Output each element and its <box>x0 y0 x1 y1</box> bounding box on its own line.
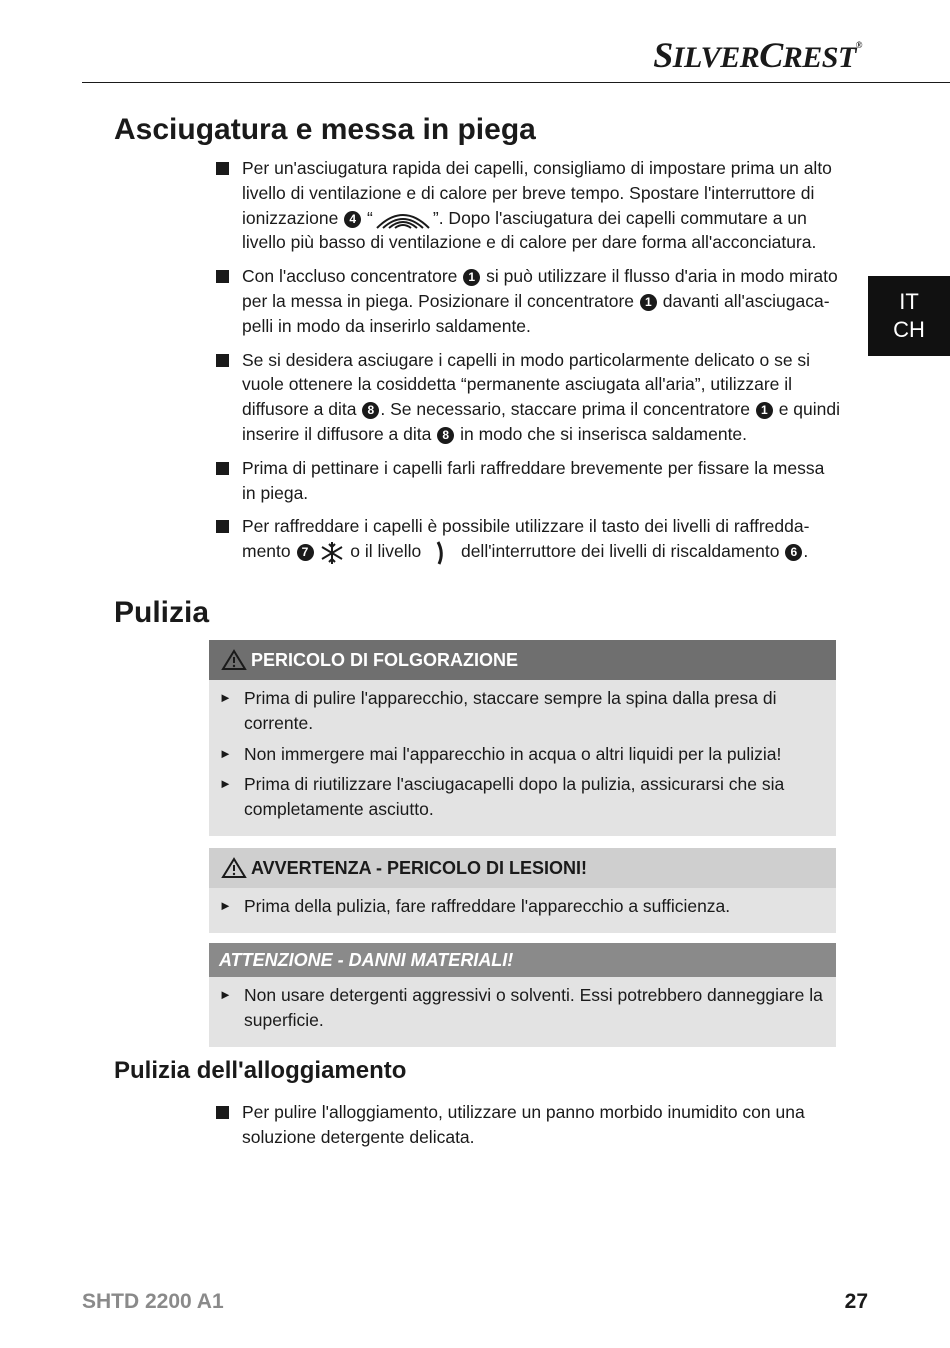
caution-list <box>209 977 836 1047</box>
part-number-badge: 8 <box>437 427 454 444</box>
warning-list <box>209 888 836 933</box>
section-title-cleaning: Pulizia <box>114 596 210 629</box>
arrow-bullet-icon: ► <box>219 987 232 1002</box>
list-item: Se si desidera asciugare i capelli in modo particolarmente delicato o se si vuole ottenere la cosiddetta “permanente asciugata all'aria”, utilizzare il diffusore a dita 8 . Se necessario, staccare prima il concentratore 1 e quindi inserire il diffusore a dita 8 in modo che si inserisca saldamente. <box>214 348 840 447</box>
part-number-badge: 6 <box>785 544 802 561</box>
list-item: ► Prima di riutilizzare l'asciugacapelli dopo la pulizia, assicurarsi che sia completamente asciutto. <box>219 774 785 820</box>
ionization-icon <box>373 208 433 230</box>
part-number-badge: 1 <box>640 294 657 311</box>
bullet-square-icon <box>216 520 229 533</box>
arrow-bullet-icon: ► <box>219 776 232 792</box>
bullet-square-icon <box>216 162 229 175</box>
list-item: ► Prima della pulizia, fare raffreddare l'apparecchio a sufficienza. <box>219 894 824 919</box>
list-item: Per pulire l'alloggiamento, utilizzare un panno morbido inumidito con una soluzione detergente delicata. <box>214 1100 840 1150</box>
part-number-badge: 1 <box>463 269 480 286</box>
part-number-badge: 1 <box>756 402 773 419</box>
bullet-square-icon <box>216 462 229 475</box>
list-item: Per un'asciugatura rapida dei capelli, consigliamo di impostare prima un alto livello di ventilazione e di calore per breve tempo. Spostare l'interruttore di ionizzazione 4 “ ”. Dopo l'asciugatura dei capelli commutare a un livello più basso di ventilazione e di calore per dare forma all'acconciatura. <box>214 156 840 255</box>
housing-list <box>214 1100 840 1159</box>
list-item: Per raffreddare i capelli è possibile utilizzare il tasto dei livelli di raffredda-mento 7 o il livello dell'interruttore dei livelli di riscaldamento 6 . <box>214 514 840 565</box>
list-item: Prima di pettinare i capelli farli raffreddare brevemente per fissare la messa in piega. <box>214 456 840 506</box>
language-tab: IT CH <box>868 276 950 356</box>
danger-heading: PERICOLO DI FOLGORAZIONE <box>209 640 836 680</box>
warning-heading: AVVERTENZA - PERICOLO DI LESIONI! <box>209 848 836 888</box>
danger-list <box>209 680 836 836</box>
page-number: 27 <box>844 1290 868 1313</box>
warning-triangle-icon <box>221 857 247 879</box>
list-item: ► Prima di pulire l'apparecchio, staccare sempre la spina dalla presa di corrente. <box>219 688 777 733</box>
arrow-bullet-icon: ► <box>219 898 232 913</box>
part-number-badge: 7 <box>297 544 314 561</box>
list-item: ► Non usare detergenti aggressivi o solventi. Essi potrebbero danneggiare la superficie. <box>219 985 823 1030</box>
caution-box <box>209 943 836 1047</box>
arrow-bullet-icon: ► <box>219 745 232 761</box>
caution-heading: ATTENZIONE - DANNI MATERIALI! <box>209 943 836 977</box>
section-title-housing: Pulizia dell'alloggiamento <box>114 1057 407 1084</box>
bullet-square-icon <box>216 354 229 367</box>
danger-box <box>209 640 836 836</box>
bullet-square-icon <box>216 270 229 283</box>
drying-list <box>214 156 840 575</box>
arrow-bullet-icon: ► <box>219 690 232 705</box>
part-number-badge: 4 <box>344 211 361 228</box>
cold-air-icon <box>426 540 456 566</box>
warning-box <box>209 848 836 933</box>
warning-triangle-icon <box>221 649 247 671</box>
list-item: ► Non immergere mai l'apparecchio in acqua o altri liquidi per la pulizia! <box>219 742 824 767</box>
bullet-square-icon <box>216 1106 229 1119</box>
footer-model: SHTD 2200 A1 <box>82 1290 224 1313</box>
snowflake-icon <box>319 540 345 566</box>
list-item: Con l'accluso concentratore 1 si può utilizzare il flusso d'aria in modo mirato per la messa in piega. Posizionare il concentratore 1 davanti all'asciugaca-pelli in modo da inserirlo saldamente. <box>214 264 840 338</box>
part-number-badge: 8 <box>362 402 379 419</box>
silvercrest-logo: SILVERCREST® <box>653 35 862 75</box>
header-rule <box>82 82 950 83</box>
section-title-drying: Asciugatura e messa in piega <box>114 113 536 146</box>
